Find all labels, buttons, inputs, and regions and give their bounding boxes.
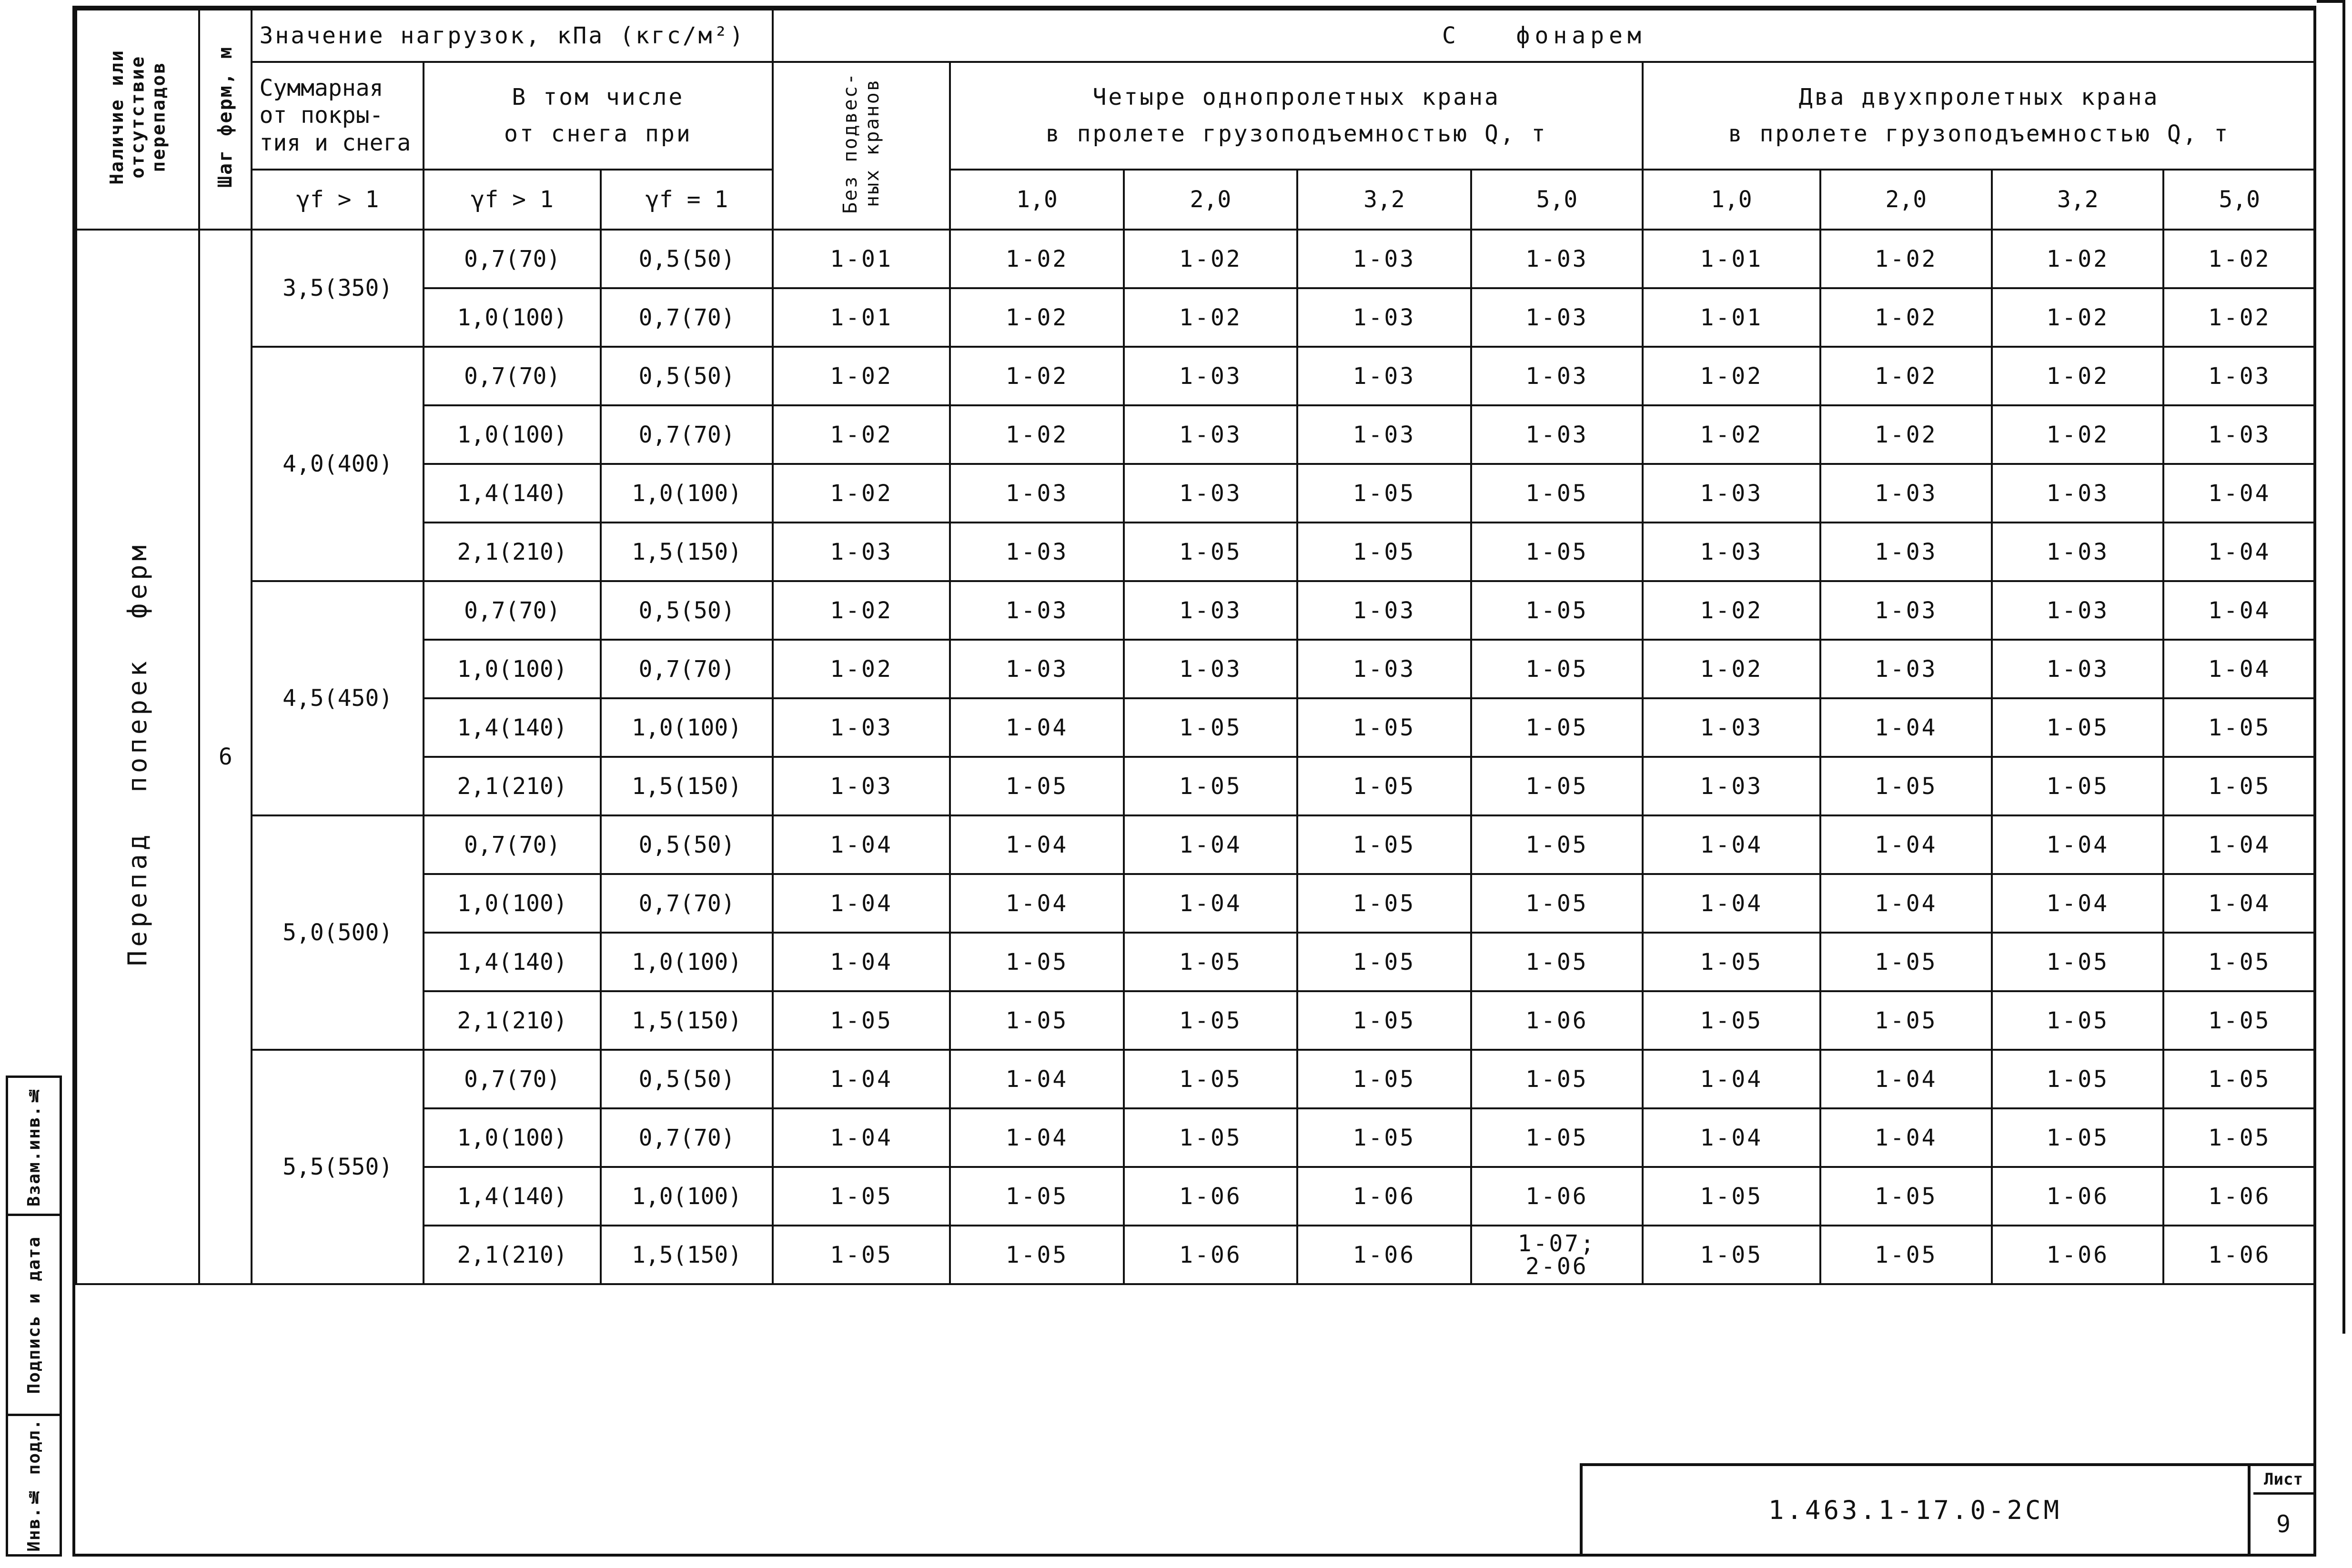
four-crane-truss-mark: 1-04 <box>950 815 1123 874</box>
four-crane-truss-mark: 1-05 <box>950 991 1123 1050</box>
no-crane-truss-mark: 1-04 <box>773 815 950 874</box>
four-crane-truss-mark: 1-05 <box>1124 523 1297 581</box>
four-crane-truss-mark: 1-05 <box>1124 1050 1297 1108</box>
no-crane-truss-mark: 1-03 <box>773 757 950 815</box>
header-row-3 <box>76 170 2315 230</box>
loads-title: Значение нагрузок, кПа (кгс/м²) <box>252 10 772 62</box>
total-load-value: 5,0(500) <box>252 815 423 1050</box>
four-crane-truss-mark: 1-05 <box>950 1167 1123 1226</box>
two-crane-truss-mark: 1-05 <box>1820 933 1992 991</box>
four-crane-truss-mark: 1-06 <box>1471 991 1643 1050</box>
four-crane-truss-mark: 1-05 <box>1297 698 1471 757</box>
two-crane-truss-mark: 1-06 <box>2163 1226 2315 1284</box>
two-crane-truss-mark: 1-03 <box>2163 405 2315 464</box>
title-block <box>1580 1463 2313 1554</box>
no-crane-truss-mark: 1-05 <box>773 1167 950 1226</box>
four-crane-truss-mark: 1-05 <box>1471 1050 1643 1108</box>
two-crane-truss-mark: 1-05 <box>1992 991 2163 1050</box>
two-crane-truss-mark: 1-02 <box>1820 288 1992 347</box>
snow-load-gt1: 2,1(210) <box>424 1226 601 1284</box>
two-crane-truss-mark: 1-04 <box>1820 1108 1992 1167</box>
two-crane-truss-mark: 1-04 <box>1820 874 1992 933</box>
two-crane-truss-mark: 1-06 <box>1992 1167 2163 1226</box>
two-crane-truss-mark: 1-04 <box>1643 1108 1820 1167</box>
four-crane-truss-mark: 1-04 <box>1124 815 1297 874</box>
snow-load-eq1: 1,0(100) <box>601 933 772 991</box>
snow-load-gt1: 1,0(100) <box>424 640 601 698</box>
two-crane-truss-mark: 1-04 <box>2163 815 2315 874</box>
two-crane-truss-mark: 1-05 <box>1820 1167 1992 1226</box>
two-crane-truss-mark: 1-02 <box>1992 288 2163 347</box>
four-crane-truss-mark: 1-05 <box>1297 815 1471 874</box>
no-crane-truss-mark: 1-05 <box>773 1226 950 1284</box>
four-crane-truss-mark: 1-05 <box>950 1226 1123 1284</box>
four-crane-truss-mark: 1-06 <box>1471 1167 1643 1226</box>
two-crane-truss-mark: 1-03 <box>2163 347 2315 405</box>
four-crane-truss-mark: 1-05 <box>1471 581 1643 640</box>
header-row-1 <box>76 10 2315 62</box>
snow-load-eq1: 1,0(100) <box>601 464 772 523</box>
four-crane-truss-mark: 1-05 <box>1297 757 1471 815</box>
four-crane-truss-mark: 1-04 <box>950 1108 1123 1167</box>
four-crane-truss-mark: 1-06 <box>1124 1226 1297 1284</box>
two-crane-truss-mark: 1-02 <box>1820 405 1992 464</box>
no-crane-truss-mark: 1-02 <box>773 405 950 464</box>
no-crane-truss-mark: 1-04 <box>773 933 950 991</box>
two-crane-truss-mark: 1-03 <box>1643 757 1820 815</box>
four-crane-truss-mark: 1-05 <box>1297 991 1471 1050</box>
four-crane-truss-mark: 1-05 <box>1124 1108 1297 1167</box>
snow-load-gt1: 0,7(70) <box>424 1050 601 1108</box>
two-crane-truss-mark: 1-03 <box>1992 464 2163 523</box>
snow-load-gt1: 1,4(140) <box>424 464 601 523</box>
side-stamp <box>6 1075 62 1557</box>
no-cranes-header <box>773 62 950 230</box>
two-crane-truss-mark: 1-04 <box>1992 874 2163 933</box>
four-crane-truss-mark: 1-05 <box>1297 874 1471 933</box>
two-crane-truss-mark: 1-02 <box>1992 347 2163 405</box>
snow-load-gt1: 0,7(70) <box>424 815 601 874</box>
two-crane-truss-mark: 1-01 <box>1643 288 1820 347</box>
snow-load-gt1: 1,0(100) <box>424 874 601 933</box>
two-crane-truss-mark: 1-05 <box>1820 1226 1992 1284</box>
snow-load-eq1: 0,5(50) <box>601 230 772 288</box>
two-crane-truss-mark: 1-04 <box>1992 815 2163 874</box>
snow-load-eq1: 1,0(100) <box>601 698 772 757</box>
snow-load-gt1: 1,0(100) <box>424 288 601 347</box>
four-crane-truss-mark: 1-03 <box>1471 347 1643 405</box>
no-crane-truss-mark: 1-05 <box>773 991 950 1050</box>
two-crane-truss-mark: 1-05 <box>1992 933 2163 991</box>
four-crane-truss-mark: 1-04 <box>950 698 1123 757</box>
two-crane-truss-mark: 1-04 <box>2163 874 2315 933</box>
four-crane-truss-mark: 1-03 <box>1297 640 1471 698</box>
sheet-number: 9 <box>2276 1510 2291 1538</box>
table-row <box>76 581 2315 640</box>
gamma-total-header: γf > 1 <box>252 170 423 230</box>
four-crane-truss-mark: 1-04 <box>950 874 1123 933</box>
snow-load-gt1: 2,1(210) <box>424 757 601 815</box>
snow-load-eq1: 0,5(50) <box>601 347 772 405</box>
two-crane-truss-mark: 1-02 <box>2163 230 2315 288</box>
two-crane-truss-mark: 1-05 <box>2163 991 2315 1050</box>
four-cranes-header: Четыре однопролетных крана в пролете грузоподъемностью Q, т <box>950 62 1643 170</box>
two-crane-truss-mark: 1-03 <box>1820 581 1992 640</box>
snow-load-gt1: 1,0(100) <box>424 405 601 464</box>
four-crane-truss-mark: 1-05 <box>950 757 1123 815</box>
two-crane-truss-mark: 1-03 <box>1643 698 1820 757</box>
two-crane-truss-mark: 1-03 <box>1992 581 2163 640</box>
two-crane-truss-mark: 1-04 <box>1643 1050 1820 1108</box>
snow-load-eq1: 0,5(50) <box>601 815 772 874</box>
capacity-two-2: 2,0 <box>1820 170 1992 230</box>
four-crane-truss-mark: 1-05 <box>1297 933 1471 991</box>
no-cranes-header-text: Без подвес- ных кранов <box>839 72 884 214</box>
four-crane-truss-mark: 1-05 <box>1471 815 1643 874</box>
snow-load-eq1: 0,5(50) <box>601 581 772 640</box>
drawing-code: 1.463.1-17.0-2СМ <box>1583 1466 2251 1554</box>
side-stamp-cell <box>8 1216 60 1416</box>
total-load-value: 4,0(400) <box>252 347 423 581</box>
snow-load-header: В том числе от снега при <box>424 62 773 170</box>
two-crane-truss-mark: 1-02 <box>1643 640 1820 698</box>
gamma-snow1-header: γf > 1 <box>424 170 601 230</box>
four-crane-truss-mark: 1-04 <box>1124 874 1297 933</box>
four-crane-truss-mark: 1-02 <box>1124 288 1297 347</box>
two-crane-truss-mark: 1-05 <box>1992 698 2163 757</box>
two-crane-truss-mark: 1-04 <box>2163 523 2315 581</box>
table-row <box>76 347 2315 405</box>
no-crane-truss-mark: 1-04 <box>773 1108 950 1167</box>
snow-load-gt1: 2,1(210) <box>424 523 601 581</box>
drawing-sheet <box>72 6 2316 1557</box>
snow-load-eq1: 1,5(150) <box>601 523 772 581</box>
two-crane-truss-mark: 1-05 <box>1643 933 1820 991</box>
no-crane-truss-mark: 1-02 <box>773 581 950 640</box>
snow-load-eq1: 0,7(70) <box>601 288 772 347</box>
two-crane-truss-mark: 1-05 <box>1643 1167 1820 1226</box>
snow-load-eq1: 1,0(100) <box>601 1167 772 1226</box>
four-crane-truss-mark: 1-03 <box>950 581 1123 640</box>
four-crane-truss-mark: 1-03 <box>1297 405 1471 464</box>
four-crane-truss-mark: 1-03 <box>1471 405 1643 464</box>
two-crane-truss-mark: 1-05 <box>1820 991 1992 1050</box>
no-crane-truss-mark: 1-01 <box>773 230 950 288</box>
two-crane-truss-mark: 1-05 <box>2163 698 2315 757</box>
two-crane-truss-mark: 1-04 <box>1820 1050 1992 1108</box>
four-crane-truss-mark: 1-03 <box>1297 288 1471 347</box>
four-crane-truss-mark: 1-06 <box>1297 1167 1471 1226</box>
sheet-label: Лист <box>2253 1466 2313 1495</box>
four-crane-truss-mark: 1-07; 2-06 <box>1471 1226 1643 1284</box>
capacity-four-4: 5,0 <box>1471 170 1643 230</box>
four-crane-truss-mark: 1-05 <box>1471 698 1643 757</box>
two-crane-truss-mark: 1-04 <box>1643 874 1820 933</box>
snow-load-gt1: 1,4(140) <box>424 933 601 991</box>
snow-load-gt1: 0,7(70) <box>424 581 601 640</box>
top-frame-tick <box>2317 0 2345 3</box>
gamma-snow2-header: γf = 1 <box>601 170 772 230</box>
snow-load-eq1: 0,7(70) <box>601 405 772 464</box>
two-crane-truss-mark: 1-04 <box>2163 581 2315 640</box>
snow-load-eq1: 1,5(150) <box>601 757 772 815</box>
four-crane-truss-mark: 1-05 <box>1471 874 1643 933</box>
two-crane-truss-mark: 1-05 <box>1992 1108 2163 1167</box>
four-crane-truss-mark: 1-05 <box>1297 523 1471 581</box>
snow-load-gt1: 1,0(100) <box>424 1108 601 1167</box>
two-crane-truss-mark: 1-03 <box>1820 640 1992 698</box>
snow-load-eq1: 0,5(50) <box>601 1050 772 1108</box>
side-stamp-text: Инв.№ подл. <box>24 1418 44 1552</box>
two-crane-truss-mark: 1-05 <box>1643 991 1820 1050</box>
two-crane-truss-mark: 1-02 <box>1643 405 1820 464</box>
two-crane-truss-mark: 1-05 <box>2163 757 2315 815</box>
two-crane-truss-mark: 1-05 <box>1992 1050 2163 1108</box>
two-crane-truss-mark: 1-03 <box>1820 464 1992 523</box>
four-crane-truss-mark: 1-03 <box>1471 288 1643 347</box>
truss-step-value: 6 <box>199 230 252 1284</box>
no-crane-truss-mark: 1-02 <box>773 347 950 405</box>
two-crane-truss-mark: 1-03 <box>1643 523 1820 581</box>
presence-header <box>76 10 199 230</box>
table-row <box>76 815 2315 874</box>
two-crane-truss-mark: 1-05 <box>2163 1050 2315 1108</box>
four-crane-truss-mark: 1-05 <box>1471 757 1643 815</box>
four-crane-truss-mark: 1-02 <box>1124 230 1297 288</box>
capacity-two-4: 5,0 <box>2163 170 2315 230</box>
capacity-two-1: 1,0 <box>1643 170 1820 230</box>
four-crane-truss-mark: 1-05 <box>1471 1108 1643 1167</box>
two-crane-truss-mark: 1-02 <box>1992 230 2163 288</box>
total-load-value: 4,5(450) <box>252 581 423 815</box>
snow-load-gt1: 1,4(140) <box>424 1167 601 1226</box>
side-stamp-cell <box>8 1416 60 1554</box>
four-crane-truss-mark: 1-04 <box>950 1050 1123 1108</box>
table-row <box>76 1050 2315 1108</box>
with-lantern-title: С фонарем <box>773 10 2315 62</box>
four-crane-truss-mark: 1-05 <box>1471 523 1643 581</box>
no-crane-truss-mark: 1-03 <box>773 523 950 581</box>
four-crane-truss-mark: 1-05 <box>1471 464 1643 523</box>
no-crane-truss-mark: 1-04 <box>773 874 950 933</box>
four-crane-truss-mark: 1-02 <box>950 347 1123 405</box>
two-crane-truss-mark: 1-03 <box>1643 464 1820 523</box>
two-crane-truss-mark: 1-06 <box>2163 1167 2315 1226</box>
four-crane-truss-mark: 1-05 <box>1297 1050 1471 1108</box>
two-crane-truss-mark: 1-02 <box>2163 288 2315 347</box>
snow-load-eq1: 0,7(70) <box>601 1108 772 1167</box>
two-crane-truss-mark: 1-03 <box>1820 523 1992 581</box>
snow-load-gt1: 0,7(70) <box>424 230 601 288</box>
four-crane-truss-mark: 1-03 <box>1124 464 1297 523</box>
no-crane-truss-mark: 1-01 <box>773 288 950 347</box>
four-crane-truss-mark: 1-03 <box>950 464 1123 523</box>
snow-load-eq1: 0,7(70) <box>601 874 772 933</box>
capacity-four-2: 2,0 <box>1124 170 1297 230</box>
snow-load-gt1: 2,1(210) <box>424 991 601 1050</box>
two-crane-truss-mark: 1-05 <box>1992 757 2163 815</box>
capacity-two-3: 3,2 <box>1992 170 2163 230</box>
no-crane-truss-mark: 1-03 <box>773 698 950 757</box>
four-crane-truss-mark: 1-03 <box>1471 230 1643 288</box>
four-crane-truss-mark: 1-03 <box>1297 581 1471 640</box>
snow-load-gt1: 1,4(140) <box>424 698 601 757</box>
two-crane-truss-mark: 1-02 <box>1992 405 2163 464</box>
presence-header-text: Наличие или отсутствие перепадов <box>106 49 169 185</box>
four-crane-truss-mark: 1-03 <box>1297 230 1471 288</box>
total-load-header: Суммарная от покры- тия и снега <box>252 62 423 170</box>
four-crane-truss-mark: 1-05 <box>1297 464 1471 523</box>
two-crane-truss-mark: 1-02 <box>1820 347 1992 405</box>
two-crane-truss-mark: 1-04 <box>2163 464 2315 523</box>
snow-load-eq1: 0,7(70) <box>601 640 772 698</box>
table-row <box>76 230 2315 288</box>
right-frame-line <box>2342 0 2345 1334</box>
side-stamp-cell <box>8 1078 60 1216</box>
four-crane-truss-mark: 1-02 <box>950 405 1123 464</box>
four-crane-truss-mark: 1-06 <box>1297 1226 1471 1284</box>
two-crane-truss-mark: 1-06 <box>1992 1226 2163 1284</box>
two-crane-truss-mark: 1-05 <box>2163 933 2315 991</box>
four-crane-truss-mark: 1-02 <box>950 288 1123 347</box>
drop-type-cell <box>76 230 199 1284</box>
four-crane-truss-mark: 1-05 <box>1297 1108 1471 1167</box>
four-crane-truss-mark: 1-03 <box>950 640 1123 698</box>
four-crane-truss-mark: 1-02 <box>950 230 1123 288</box>
two-crane-truss-mark: 1-02 <box>1820 230 1992 288</box>
total-load-value: 3,5(350) <box>252 230 423 347</box>
header-row-2 <box>76 62 2315 170</box>
no-crane-truss-mark: 1-04 <box>773 1050 950 1108</box>
four-crane-truss-mark: 1-03 <box>950 523 1123 581</box>
two-crane-truss-mark: 1-03 <box>1992 640 2163 698</box>
four-crane-truss-mark: 1-03 <box>1124 405 1297 464</box>
crane-load-table <box>75 9 2316 1285</box>
four-crane-truss-mark: 1-05 <box>1124 757 1297 815</box>
two-cranes-header: Два двухпролетных крана в пролете грузоподъемностью Q, т <box>1643 62 2315 170</box>
no-crane-truss-mark: 1-02 <box>773 640 950 698</box>
four-crane-truss-mark: 1-05 <box>1124 698 1297 757</box>
four-crane-truss-mark: 1-03 <box>1124 347 1297 405</box>
two-crane-truss-mark: 1-05 <box>2163 1108 2315 1167</box>
step-header <box>199 10 252 230</box>
two-crane-truss-mark: 1-02 <box>1643 347 1820 405</box>
capacity-four-3: 3,2 <box>1297 170 1471 230</box>
two-crane-truss-mark: 1-02 <box>1643 581 1820 640</box>
four-crane-truss-mark: 1-05 <box>1471 640 1643 698</box>
snow-load-gt1: 0,7(70) <box>424 347 601 405</box>
snow-load-eq1: 1,5(150) <box>601 991 772 1050</box>
four-crane-truss-mark: 1-06 <box>1124 1167 1297 1226</box>
four-crane-truss-mark: 1-05 <box>1124 933 1297 991</box>
four-crane-truss-mark: 1-03 <box>1297 347 1471 405</box>
step-header-text: Шаг ферм, м <box>214 46 237 188</box>
two-crane-truss-mark: 1-03 <box>1992 523 2163 581</box>
two-crane-truss-mark: 1-05 <box>1643 1226 1820 1284</box>
total-load-value: 5,5(550) <box>252 1050 423 1284</box>
two-crane-truss-mark: 1-04 <box>2163 640 2315 698</box>
snow-load-eq1: 1,5(150) <box>601 1226 772 1284</box>
two-crane-truss-mark: 1-05 <box>1820 757 1992 815</box>
two-crane-truss-mark: 1-01 <box>1643 230 1820 288</box>
two-crane-truss-mark: 1-04 <box>1820 698 1992 757</box>
four-crane-truss-mark: 1-03 <box>1124 640 1297 698</box>
side-stamp-text: Подпись и дата <box>24 1236 44 1394</box>
drop-type-label: Перепад поперек ферм <box>122 542 153 966</box>
four-crane-truss-mark: 1-03 <box>1124 581 1297 640</box>
two-crane-truss-mark: 1-04 <box>1820 815 1992 874</box>
two-crane-truss-mark: 1-04 <box>1643 815 1820 874</box>
capacity-four-1: 1,0 <box>950 170 1123 230</box>
four-crane-truss-mark: 1-05 <box>1124 991 1297 1050</box>
side-stamp-text: Взам.инв.№ <box>24 1085 44 1207</box>
four-crane-truss-mark: 1-05 <box>950 933 1123 991</box>
four-crane-truss-mark: 1-05 <box>1471 933 1643 991</box>
no-crane-truss-mark: 1-02 <box>773 464 950 523</box>
